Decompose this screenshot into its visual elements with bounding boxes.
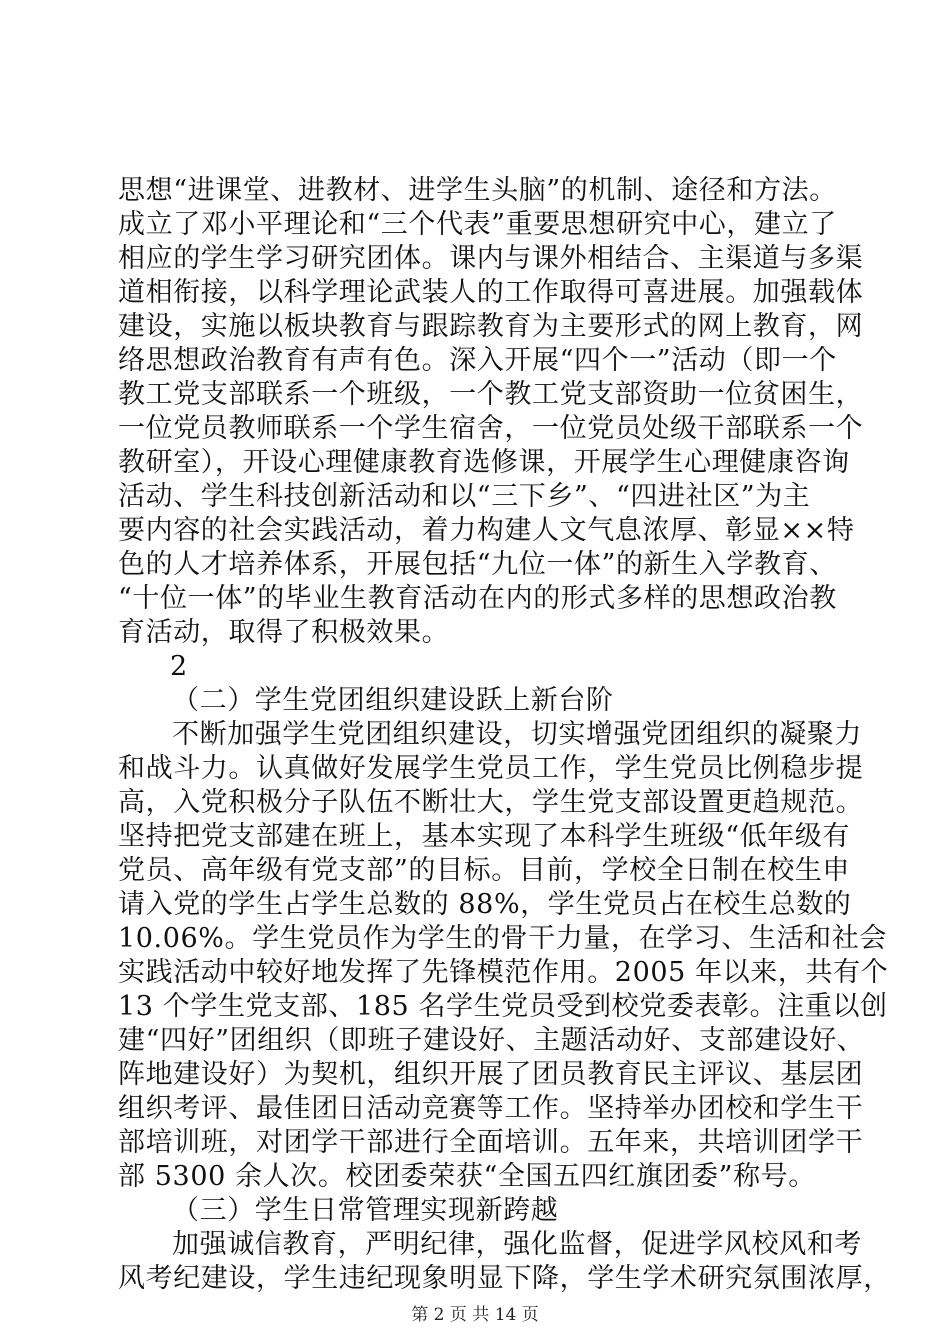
text-line: 部培训班，对团学干部进行全面培训。五年来，共培训团学干 xyxy=(118,1127,864,1158)
text-line: 要内容的社会实践活动，着力构建人文气息浓厚、彰显××特 xyxy=(118,515,855,546)
text-line: 教工党支部联系一个班级，一个教工党支部资助一位贫困生， xyxy=(118,379,864,410)
text-line: 建“四好”团组织（即班子建设好、主题活动好、支部建设好、 xyxy=(118,1025,865,1056)
text-line: 部 5300 余人次。校团委荣获“全国五四红旗团委”称号。 xyxy=(118,1161,816,1192)
text-line: 道相衔接，以科学理论武装人的工作取得可喜进展。加强载体 xyxy=(118,277,864,308)
text-line: 思想“进课堂、进教材、进学生头脑”的机制、途径和方法。 xyxy=(118,175,837,206)
text-line: 风考纪建设，学生违纪现象明显下降，学生学术研究氛围浓厚， xyxy=(118,1263,891,1294)
text-line: 加强诚信教育，严明纪律，强化监督，促进学风校风和考 xyxy=(172,1229,862,1260)
page-number-inline: 2 xyxy=(170,651,188,682)
text-line: 建设，实施以板块教育与跟踪教育为主要形式的网上教育，网 xyxy=(118,311,864,342)
text-line: 相应的学生学习研究团体。课内与课外相结合、主渠道与多渠 xyxy=(118,243,864,274)
text-line: 教研室），开设心理健康教育选修课，开展学生心理健康咨询 xyxy=(118,447,850,478)
text-line: 高，入党积极分子队伍不断壮大，学生党支部设置更趋规范。 xyxy=(118,787,864,818)
text-line: 实践活动中较好地发挥了先锋模范作用。2005 年以来，共有个 xyxy=(118,957,889,988)
text-line: 活动、学生科技创新活动和以“三下乡”、“四进社区”为主 xyxy=(118,481,811,512)
text-line: 坚持把党支部建在班上，基本实现了本科学生班级“低年级有 xyxy=(118,821,851,852)
text-line: 和战斗力。认真做好发展学生党员工作，学生党员比例稳步提 xyxy=(118,753,864,784)
text-line: 育活动，取得了积极效果。 xyxy=(118,617,450,648)
text-line: 请入党的学生占学生总数的 88%，学生党员占在校生总数的 xyxy=(118,889,852,920)
text-line: “十位一体”的毕业生教育活动在内的形式多样的思想政治教 xyxy=(118,583,837,614)
text-line: 13 个学生党支部、185 名学生党员受到校党委表彰。注重以创 xyxy=(118,991,888,1022)
text-line: 色的人才培养体系，开展包括“九位一体”的新生入学教育、 xyxy=(118,549,837,580)
text-line: 阵地建设好）为契机，组织开展了团员教育民主评议、基层团 xyxy=(118,1059,864,1090)
section-heading: （三）学生日常管理实现新跨越 xyxy=(172,1195,559,1226)
section-heading: （二）学生党团组织建设跃上新台阶 xyxy=(172,685,614,716)
text-line: 党员、高年级有党支部”的目标。目前，学校全日制在校生申 xyxy=(118,855,851,886)
text-line: 10.06%。学生党员作为学生的骨干力量，在学习、生活和社会 xyxy=(118,923,887,954)
text-line: 络思想政治教育有声有色。深入开展“四个一”活动（即一个 xyxy=(118,345,837,376)
text-line: 一位党员教师联系一个学生宿舍，一位党员处级干部联系一个 xyxy=(118,413,864,444)
page-footer: 第 2 页 共 14 页 xyxy=(411,1305,539,1325)
text-line: 成立了邓小平理论和“三个代表”重要思想研究中心，建立了 xyxy=(118,209,837,240)
text-line: 不断加强学生党团组织建设，切实增强党团组织的凝聚力 xyxy=(172,719,862,750)
text-line: 组织考评、最佳团日活动竞赛等工作。坚持举办团校和学生干 xyxy=(118,1093,864,1124)
